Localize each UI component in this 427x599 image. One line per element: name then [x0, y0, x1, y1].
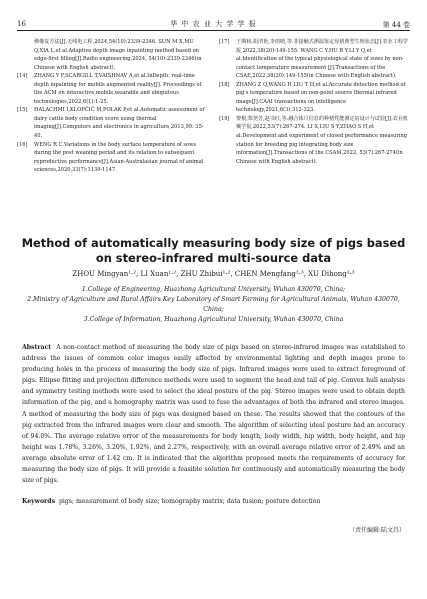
affiliation-line: 2.Ministry of Agriculture and Rural Affairs Key Laboratory of Smart Farming for Agricultural Animals, Wuhan 430070, China;	[27, 296, 400, 313]
volume-label: 第 44 卷	[382, 21, 410, 29]
page-number: 16	[17, 20, 26, 28]
affiliation-line: 3.College of Information, Huazhong Agricultural University, Wuhan 430070, China	[83, 316, 344, 323]
reference-item	[219, 38, 411, 81]
abstract	[22, 342, 405, 486]
keywords-text: pigs; measurement of body size; homography matrix; data fusion; posture detection	[58, 498, 321, 505]
abstract-text: A non-contact method of measuring the body size of pigs based on stereo-infrared images was established to address the issues of common color images easily affected by environmental lighting and depth images prone to producing holes in the process of measuring the body size of pigs. Infrared images were used to extract foreground of pigs. Ellipse fitting and projection difference methods were used to segment the head and tail of pig. Convex hull analysis and symmetry testing methods were used to select the ideal posture of the pig. Stereo images were used to obtain depth information of the pig, and a homography matrix was used to fuse the advantages of both the infrared and stereo images. A method of measuring the body size of pigs was designed based on these. The results showed that the contours of the pig extracted from the infrared images were clear and smooth. The algorithm of selecting ideal posture had an accuracy of 94.0%. The average relative error of the measurements for body length, body width, hip width, body height, and hip height was 1.78%, 3.26%, 3.20%, 1.92%, and 2.27%, respectively, with an overall average relative error of 2.49% and an average absolute error of 1.42 cm. It is indicated that the algorithm proposed meets the requirements of accuracy for measuring the body size of pigs. It will provide a feasible solution for continuously and automatically measuring the body size of pigs.	[22, 344, 405, 485]
reference-item	[219, 115, 411, 166]
references-left-column	[17, 38, 208, 175]
reference-number: [17]	[219, 39, 230, 45]
affiliations	[17, 285, 410, 325]
reference-number: [14]	[17, 73, 28, 80]
keywords-label: Keywords	[22, 498, 56, 505]
reference-text: ZHANG Y F,SCARGILL T,VAISHNAV A,et al.InDepth: real-time depth inpainting for mobile augmented reality[J]. Proceedings of the ACM on interactive,mobile,wearable and ubiquitous technologies,2022,6(1):1-25.	[34, 73, 202, 105]
affiliation-line: 1.College of Engineering, Huazhong Agricultural University, Wuhan 430070, China;	[81, 286, 346, 293]
reference-text: 佛像复方法[J].无线电工程,2024,54(10):2339-2346. SUN M X,MU Q,XIA L,et al.Adaptive depth image inpainting method based on edge-first filling[J].Radio engineering,2024, 54(10):2339-2346(in Chinese with English abstract).	[34, 39, 202, 71]
reference-number: [18]	[219, 81, 230, 88]
references-right-column	[219, 38, 411, 166]
abstract-label: Abstract	[22, 344, 52, 351]
reference-item	[17, 72, 208, 106]
reference-item	[219, 81, 411, 115]
reference-item	[17, 106, 208, 140]
reference-number: [16]	[17, 141, 28, 148]
reference-number: [15]	[17, 107, 28, 114]
reference-number: [19]	[219, 115, 230, 122]
reference-item	[17, 38, 208, 72]
article-title: Method of automatically measuring body size of pigs based on stereo-infrared multi-source data	[21, 236, 406, 265]
keywords	[22, 497, 405, 507]
reference-text: 黎根,郑尧芳,赵书红,等.融合体尺信息的种猪性能测定站设计与试验[J].农业机械学报,2022,53(7):267-274. LI X,LIU S Y,ZHAO S H,et al.Development and experiment of closed performance measuring station for breeding pig integrating body size information[J].Transactions of the CSAM,2022, 53(7):267-274(in Chinese with English abstract).	[236, 115, 409, 165]
reference-text: ZHANG Z Q,WANG H,LIU T H,et al.Accurate detection method of pig’s temperature based on non-point source thermal infrared image[J].CAAI transactions on intelligence technology,2021,6(3):312-323.	[236, 81, 406, 114]
journal-name: 华 中 农 业 大 学 学 报	[170, 20, 257, 28]
author-list: ZHOU Mingyan¹·², LI Xuan¹·², ZHU Zhibui¹·², CHEN Mengfang²·³, XU Dihong²·³	[72, 270, 355, 278]
reference-text: WENG R C.Variations in the body surface temperature of sows during the post weaning period and its relation to subsequent reproductive performance[J].Asian-Australasian journal of animal sciences,2020,33(7):1139-1147.	[34, 141, 204, 174]
running-header	[17, 19, 410, 31]
reference-text: 王期和,胡清艳,李雨晴,等.非接触式测温鉴定母猪典型生理状态[J].农业工程学报,2022,38(20):149-155. WANG C Y,HU B Y,LI Y Q,et al.Identification of the typical physiological state of sows by non-contact temperature measurement [J].Transactions of the CSAE,2022,38(20):149-155(in Chinese with English abstract).	[236, 39, 409, 80]
editor-note: （责任编辑:陆文昌）	[348, 527, 405, 534]
reference-text: HALACHMI I,KLOPČIČ M,POLAK P,et al.Automatic assessment of dairy cattle body condition score using thermal imaging[J].Computers and electronics in agriculture,2013,99: 35-40.	[34, 107, 205, 140]
reference-item	[17, 141, 208, 175]
